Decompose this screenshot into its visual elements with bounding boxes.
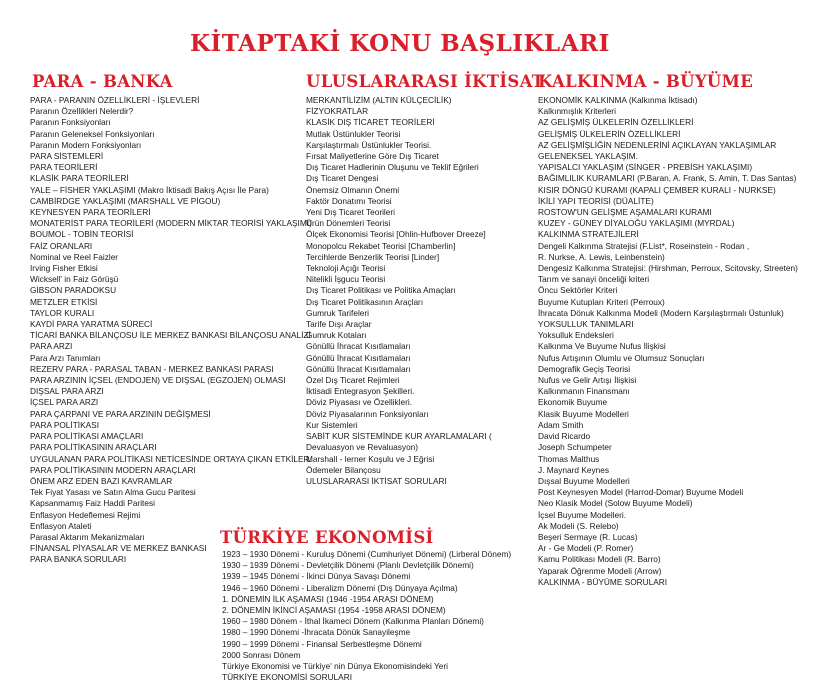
topic-item: KEYNESYEN PARA TEORİLERİ <box>30 207 151 218</box>
topic-item: İktisadi Entegrasyon Şekilleri. <box>306 386 415 397</box>
topic-item: Paranın Modern Fonksiyonları <box>30 139 142 150</box>
topic-item: PARA POLİTİKASI AMAÇLARI <box>30 431 144 442</box>
topic-item: Gönüllü İhracat Kısıtlamaları <box>306 363 411 374</box>
topic-item: Teknoloji Açığı Teorisi <box>306 263 386 274</box>
topic-list-kalkinma-buyume <box>538 95 798 588</box>
topic-item: Enflasyon Hedeflemesi Rejimi <box>30 509 141 520</box>
topic-item: KISIR DÖNGÜ KURAMI (KAPALI ÇEMBER KURALI - NURKSE) <box>538 184 776 195</box>
topic-item: Ekonomik Buyume <box>538 397 608 408</box>
topic-item: SABİT KUR SİSTEMİNDE KUR AYARLAMALARI ( <box>306 431 492 442</box>
topic-item: Özel Dış Ticaret Rejimleri <box>306 375 400 386</box>
topic-item: YOKSULLUK TANIMLARI <box>538 319 634 330</box>
topic-item: Parasal Aktarım Mekanizmaları <box>30 531 145 542</box>
topic-item: Nitelikli İşgucu Teorisi <box>306 274 386 285</box>
topic-item: Tarım ve sanayi önceliği kriteri <box>538 274 650 285</box>
topic-item: Kur Sistemleri <box>306 419 358 430</box>
topic-item: Kalkınmışlık Kriterleri <box>538 106 616 117</box>
topic-item: MONATERİST PARA TEORİLERİ (MODERN MİKTAR TEORİSİ YAKLAŞIMI) <box>30 218 312 229</box>
topic-item: Enflasyon Ataleti <box>30 520 92 531</box>
topic-item: Devaluasyon ve Revaluasyon) <box>306 442 419 453</box>
topic-item: Kamu Politikası Modeli (R. Barro) <box>538 554 661 565</box>
section-title-para-banka: PARA - BANKA <box>32 72 173 91</box>
topic-item: Nominal ve Reel Faizler <box>30 251 119 262</box>
topic-item: Tek Fiyat Yasası ve Satın Alma Gucu Paritesi <box>30 487 196 498</box>
topic-item: Yeni Dış Ticaret Teorileri <box>306 207 396 218</box>
topic-item: Klasik Buyume Modelleri <box>538 408 629 419</box>
topic-item: TAYLOR KURALI <box>30 307 95 318</box>
topic-item: Joseph Schumpeter <box>538 442 612 453</box>
topic-item: Para Arzı Tanımları <box>30 352 101 363</box>
topic-item: Döviz Piyasalarının Fonksiyonları <box>306 408 429 419</box>
topic-item: Ölçek Ekonomisi Teorisi [Ohlin-Hufbover Dreeze] <box>306 229 486 240</box>
topic-list-turkiye-ekonomisi <box>222 549 511 683</box>
topic-item: Ar - Ge Modeli (P. Romer) <box>538 543 634 554</box>
topic-item: Dış Ticaret Politikası ve Politika Amaçları <box>306 285 456 296</box>
topic-item: GELENEKSEL YAKLAŞIM. <box>538 151 638 162</box>
topic-item: METZLER ETKİSİ <box>30 296 98 307</box>
topic-item: Kapsanmamış Faiz Haddi Paritesi <box>30 498 155 509</box>
topic-item: GELİŞMİŞ ÜLKELERİN ÖZELLİKLERİ <box>538 128 681 139</box>
section-title-kalkinma-buyume: KALKINMA - BÜYÜME <box>538 72 754 91</box>
topic-item: Demografik Geçiş Teorisi <box>538 363 631 374</box>
topic-item: Marshall - lerner Koşulu ve J Eğrisi <box>306 453 435 464</box>
topic-list-para-banka <box>30 95 312 566</box>
topic-item: PARA POLİTİKASININ MODERN ARAÇLARI <box>30 464 196 475</box>
topic-item: ULUSLARARASI İKTİSAT SORULARI <box>306 475 447 486</box>
topic-item: Fırsat Maliyetlerine Göre Dış Ticaret <box>306 151 439 162</box>
topic-item: FİZYOKRATLAR <box>306 106 369 117</box>
topic-item: Monopolcu Rekabet Teorisi [Chamberlin] <box>306 240 456 251</box>
topic-item: Ödemeler Bilançosu <box>306 464 381 475</box>
topic-item: Paranın Geleneksel Fonksiyonları <box>30 128 155 139</box>
topic-item: R. Nurkse, A. Lewis, Leinbenstein) <box>538 251 665 262</box>
topic-item: ÖNEM ARZ EDEN BAZI KAVRAMLAR <box>30 475 173 486</box>
topic-item: 1990 – 1999 Dönemi - Finansal Serbestleşme Dönemi <box>222 638 422 649</box>
topic-item: 1930 – 1939 Dönemi - Devletçilik Dönemi (Planlı Devletçilik Dönemi) <box>222 560 474 571</box>
topic-item: KLASİK PARA TEORİLERİ <box>30 173 129 184</box>
topic-item: Wicksell' in Faiz Görüşü <box>30 274 119 285</box>
topic-item: PARA - PARANIN ÖZELLİKLERİ - İŞLEVLERİ <box>30 95 200 105</box>
topic-item: PARA POLİTİKASI <box>30 419 100 430</box>
topic-item: Beşeri Sermaye (R. Lucas) <box>538 531 638 542</box>
topic-item: Ak Modeli (S. Relebo) <box>538 520 619 531</box>
topic-item: Gönüllü İhracat Kısıtlamaları <box>306 352 411 363</box>
topic-item: 1946 – 1960 Dönemi - Liberalizm Dönemi (Dış Dünyaya Açılma) <box>222 582 458 593</box>
topic-item: 2. DÖNEMİN İKİNCİ AŞAMASI (1954 -1958 ARASI DÖNEM) <box>222 605 446 616</box>
topic-item: 1. DÖNEMİN İLK AŞAMASI (1946 -1954 ARASI DÖNEM) <box>222 593 434 604</box>
topic-item: KLASİK DIŞ TİCARET TEORİLERİ <box>306 117 435 128</box>
topic-item: PARA POLİTİKASININ ARAÇLARI <box>30 442 157 453</box>
topic-item: KALKINMA STRATEJİLERİ <box>538 229 639 240</box>
topic-item: Önemsiz Olmanın Önemi <box>306 184 400 195</box>
topic-item: İÇSEL PARA ARZI <box>30 397 99 408</box>
topic-item: KUZEY - GÜNEY DİYALOĞU YAKLAŞIMI (MYRDAL) <box>538 218 735 229</box>
topic-item: UYGULANAN PARA POLİTİKASI NETİCESİNDE ORTAYA ÇIKAN ETKİLER. <box>30 453 312 464</box>
topic-item: 1980 – 1990 Dönemi -İhracata Dönük Sanayileşme <box>222 627 411 638</box>
topic-item: Nufus Artışının Olumlu ve Olumsuz Sonuçları <box>538 352 705 363</box>
topic-item: Öncu Sektörler Kriteri <box>538 285 618 296</box>
topic-item: PARA TEORİLERİ <box>30 162 98 173</box>
topic-item: AZ GELİŞMİŞ ÜLKELERİN ÖZELLİKLERİ <box>538 117 694 128</box>
topic-item: PARA ARZININ İÇSEL (ENDOJEN) VE DIŞSAL (EGZOJEN) OLMASI <box>30 375 286 386</box>
topic-item: Nufus ve Gelir Artışı İlişkisi <box>538 375 637 386</box>
topic-item: Dış Ticaret Politikasının Araçları <box>306 296 424 307</box>
topic-item: Thomas Malthus <box>538 453 600 464</box>
page-title: KİTAPTAKİ KONU BAŞLIKLARI <box>190 30 610 57</box>
topic-item: FİNANSAL PİYASALAR VE MERKEZ BANKASI <box>30 543 207 554</box>
topic-item: Tarife Dışı Araçlar <box>306 319 372 330</box>
topic-item: YALE – FİSHER YAKLAŞIMI (Makro İktisadi Bakış Açısı İle Para) <box>30 184 269 195</box>
topic-item: Yaparak Öğrenme Modeli (Arrow) <box>538 565 662 576</box>
topic-item: Yoksulluk Endeksleri <box>538 330 614 341</box>
topic-item: İçsel Buyume Modelleri. <box>538 509 627 520</box>
topic-item: PARA ÇARPANI VE PARA ARZININ DEĞİŞMESİ <box>30 408 211 419</box>
topic-item: FAİZ ORANLARI <box>30 240 93 251</box>
topic-item: CAMBİRDGE YAKLAŞIMI (MARSHALL VE PİGOU) <box>30 195 221 206</box>
topic-item: TÜRKİYE EKONOMİSİ SORULARI <box>222 672 353 683</box>
topic-item: Dış Ticaret Hadlerinin Oluşunu ve Teklif Eğrileri <box>306 162 479 173</box>
topic-item: Post Keynesyen Model (Harrod-Domar) Buyume Modeli <box>538 487 744 498</box>
topic-item: Gumruk Kotaları <box>306 330 367 341</box>
topic-item: 1960 – 1980 Dönem - İthal İkameci Dönem (Kalkınma Planları Dönemi) <box>222 616 484 627</box>
topic-item: İhracata Dönuk Kalkınma Modeli (Modern Karşılaştırmalı Üstunluk) <box>538 307 784 318</box>
topic-item: BOUMOL - TOBİN TEORİSİ <box>30 229 134 240</box>
topic-item: YAPISALCI YAKLAŞIM (SİNGER - PREBİSH YAKLAŞIMI) <box>538 162 753 173</box>
topic-item: Paranın Fonksiyonları <box>30 117 111 128</box>
topic-item: Adam Smith <box>538 419 584 430</box>
topic-item: Irving Fisher Etkisi <box>30 263 98 274</box>
topic-list-uluslararasi-iktisat <box>306 95 492 487</box>
topic-item: DIŞSAL PARA ARZI <box>30 386 104 397</box>
topic-item: EKONOMİK KALKINMA (Kalkınma İktisadı) <box>538 95 698 105</box>
topic-item: KALKINMA - BÜYÜME SORULARI <box>538 576 668 587</box>
topic-item: GİBSON PARADOKSU <box>30 285 117 296</box>
topic-item: Dışsal Buyume Modelleri <box>538 475 630 486</box>
topic-item: Gönüllü İhracat Kısıtlamaları <box>306 341 411 352</box>
topic-item: Türkiye Ekonomisi ve Türkiye' nin Dünya Ekonomisindeki Yeri <box>222 661 449 672</box>
topic-item: Ürün Dönemleri Teorisi <box>306 218 391 229</box>
topic-item: MERKANTİLİZİM (ALTIN KÜLÇECİLİK) <box>306 95 452 105</box>
section-title-turkiye-ekonomisi: TÜRKİYE EKONOMİSİ <box>220 528 434 547</box>
topic-item: David Ricardo <box>538 431 591 442</box>
topic-item: PARA ARZI <box>30 341 73 352</box>
topic-item: Mutlak Üstünlukler Teorisi <box>306 128 401 139</box>
topic-item: KAYDİ PARA YARATMA SÜRECİ <box>30 319 153 330</box>
topic-item: J. Maynard Keynes <box>538 464 610 475</box>
topic-item: 1939 – 1945 Dönemi - İkinci Dünya Savaşı Dönemi <box>222 571 411 582</box>
topic-item: Döviz Piyasası ve Özellikleri. <box>306 397 413 408</box>
section-title-uluslararasi-iktisat: ULUSLARARASI İKTİSAT <box>306 72 545 91</box>
topic-item: Dengeli Kalkınma Stratejisi (F.List*, Roseinstein - Rodan , <box>538 240 750 251</box>
topic-item: İKİLİ YAPI TEORİSİ (DÜALİTE) <box>538 195 654 206</box>
topic-item: Faktör Donatımı Teorisi <box>306 195 392 206</box>
topic-item: Tercihlerde Benzerlik Teorisi [Linder] <box>306 251 440 262</box>
topic-item: PARA SİSTEMLERİ <box>30 151 104 162</box>
topic-item: Neo Klasik Model (Solow Buyume Modeli) <box>538 498 693 509</box>
topic-item: 2000 Sonrası Dönem <box>222 649 301 660</box>
topic-item: TİCARİ BANKA BİLANÇOSU İLE MERKEZ BANKASI BİLANÇOSU ANALİZİ <box>30 330 311 341</box>
topic-item: ROSTOW'UN GELİŞME AŞAMALARI KURAMI <box>538 207 712 218</box>
topic-item: Paranın Özellikleri Nelerdir? <box>30 106 134 117</box>
topic-item: PARA BANKA SORULARI <box>30 554 127 565</box>
topic-item: Kalkınmanın Finansmanı <box>538 386 630 397</box>
topic-item: REZERV PARA - PARASAL TABAN - MERKEZ BANKASI PARASI <box>30 363 274 374</box>
topic-item: Buyume Kutupları Kriteri (Perroux) <box>538 296 665 307</box>
topic-item: BAĞIMLILIK KURAMLARI (P.Baran, A. Frank, S. Amin, T. Das Santas) <box>538 173 797 184</box>
topic-item: AZ GELİŞMİŞLİĞİN NEDENLERİNİ AÇIKLAYAN YAKLAŞIMLAR <box>538 139 777 150</box>
topic-item: Karşılaştırmalı Üstünlukler Teorisi. <box>306 139 432 150</box>
topic-item: 1923 – 1930 Dönemi - Kuruluş Dönemi (Cumhuriyet Dönemi) (Lirberal Dönem) <box>222 549 512 559</box>
topic-item: Dış Ticaret Dengesi <box>306 173 379 184</box>
topic-item: Kalkınma Ve Buyume Nufus İlişkisi <box>538 341 666 352</box>
topic-item: Dengesiz Kalkınma Stratejisi: (Hirshman, Perroux, Scitovsky, Streeten) <box>538 263 798 274</box>
topic-item: Gumruk Tarifeleri <box>306 307 370 318</box>
